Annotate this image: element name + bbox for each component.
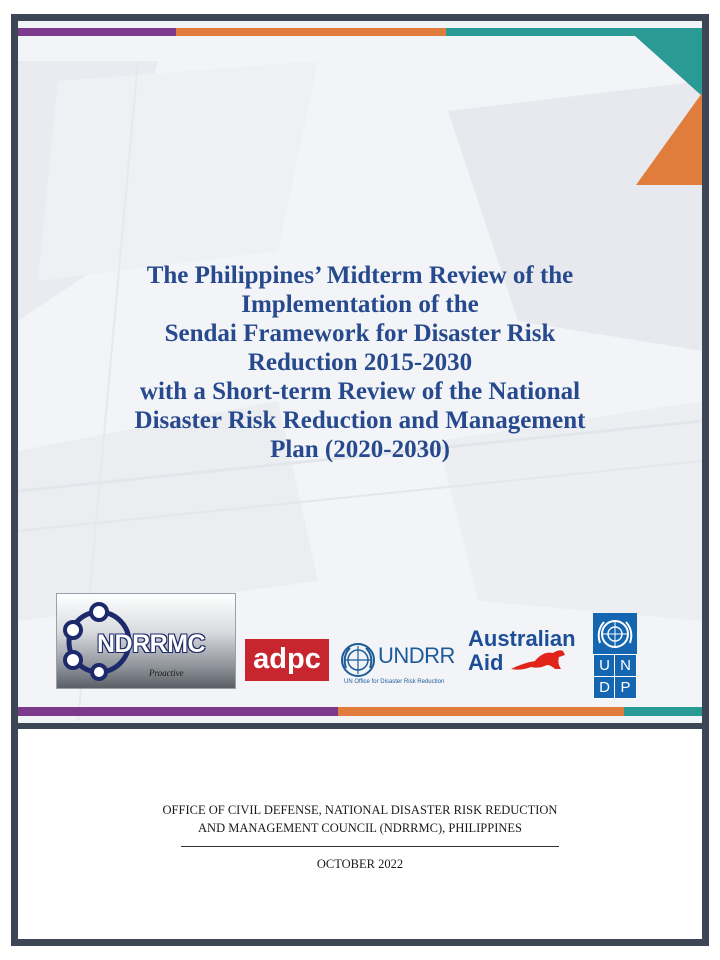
cover-upper-panel <box>18 21 702 723</box>
undrr-subtitle: UN Office for Disaster Risk Reduction <box>344 679 445 685</box>
ndrrmc-logo <box>56 593 236 689</box>
title-line: Reduction 2015-2030 <box>247 349 473 376</box>
partner-logos <box>18 587 702 697</box>
adpc-logo: adpc <box>245 639 329 681</box>
undp-logo <box>593 613 637 699</box>
undp-letter: D <box>594 677 615 698</box>
publication-date: OCTOBER 2022 <box>316 857 404 871</box>
report-title <box>58 261 662 464</box>
top-accent-bar-orange <box>176 28 446 36</box>
title-line: The Philippines’ Midterm Review of the <box>146 262 574 289</box>
top-accent-bar-teal <box>446 28 702 36</box>
title-line: Plan (2020-2030) <box>270 436 450 463</box>
title-line: Disaster Risk Reduction and Management <box>134 407 586 434</box>
orange-triangle-decoration <box>636 93 702 185</box>
undp-letter: N <box>615 655 636 676</box>
title-line: with a Short-term Review of the National <box>139 378 581 405</box>
australian-aid-word-1: Australian <box>468 626 576 651</box>
bottom-accent-bar-purple <box>18 707 338 716</box>
undrr-wordmark: UNDRR <box>378 643 455 668</box>
undp-letter: P <box>615 677 636 698</box>
bg-shape-2 <box>38 61 318 281</box>
divider-rule <box>181 846 559 847</box>
ndrrmc-wordmark: NDRRMC <box>97 630 206 658</box>
ndrrmc-tagline: Proactive <box>149 668 184 678</box>
australian-aid-word-2: Aid <box>468 650 504 675</box>
bottom-accent-bar-teal <box>624 707 702 716</box>
un-emblem-icon <box>340 642 376 678</box>
kangaroo-icon <box>509 647 573 673</box>
title-line: Implementation of the <box>241 291 479 318</box>
cover-lower-panel <box>18 729 702 939</box>
publisher-line: OFFICE OF CIVIL DEFENSE, NATIONAL DISASTER RISK REDUCTION <box>162 803 558 817</box>
cover-frame <box>11 14 709 946</box>
publisher-office <box>78 801 642 837</box>
undp-letter: U <box>594 655 615 676</box>
bottom-accent-bar-orange <box>338 707 624 716</box>
publisher-line: AND MANAGEMENT COUNCIL (NDRRMC), PHILIPPINES <box>198 821 522 835</box>
title-line: Sendai Framework for Disaster Risk <box>164 320 556 347</box>
teal-triangle-decoration <box>635 36 702 96</box>
un-emblem-icon <box>595 615 635 653</box>
top-accent-bar-purple <box>18 28 176 36</box>
